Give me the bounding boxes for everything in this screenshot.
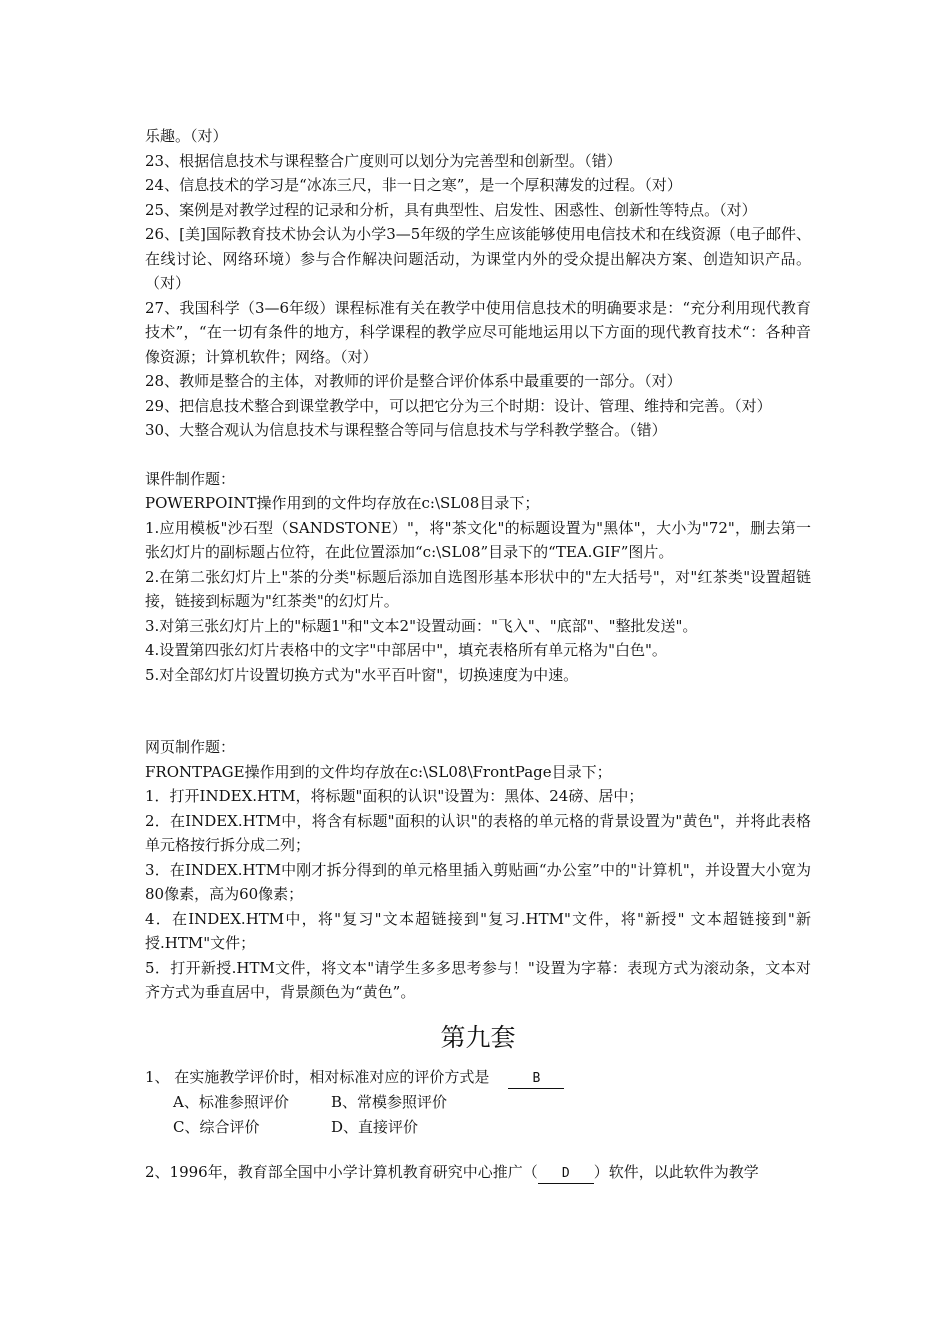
courseware-task: 3.对第三张幻灯片上的"标题1"和"文本2"设置动画："飞入"、"底部"、"整批发送"。 bbox=[145, 616, 698, 635]
webpage-task: 5．打开新授.HTM文件，将文本"请学生多多思考参与！"设置为字幕：表现方式为滚动条，文本对齐方式为垂直居中，背景颜色为“黄色”。 bbox=[145, 958, 811, 1001]
judgment-item: 28、教师是整合的主体，对教师的评价是整合评价体系中最重要的一部分。（对） bbox=[145, 372, 682, 390]
option-d: D、直接评价 bbox=[331, 1117, 419, 1136]
courseware-intro: POWERPOINT操作用到的文件均存放在c:\SL08目录下； bbox=[145, 494, 540, 512]
judgment-item: 23、根据信息技术与课程整合广度则可以划分为完善型和创新型。（错） bbox=[145, 151, 622, 170]
courseware-task: 1.应用模板"沙石型（SANDSTONE）"，将"茶文化"的标题设置为"黑体"，大小为"72"，删去第一张幻灯片的副标题占位符，在此位置添加“c:\SL08”目录下的“TEA.GIF”图片。 bbox=[145, 518, 811, 561]
judgment-list bbox=[145, 124, 811, 443]
judgment-item: 26、[美]国际教育技术协会认为小学3—5年级的学生应该能够使用电信技术和在线资源（电子邮件、在线讨论、网络环境）参与合作解决问题活动，为课堂内外的受众提出解决方案、创造知识产品。（对） bbox=[145, 225, 811, 292]
document-page bbox=[145, 124, 811, 1185]
question-2 bbox=[145, 1160, 811, 1185]
question-text: 1、 在实施教学评价时，相对标准对应的评价方式是 bbox=[145, 1067, 490, 1086]
courseware-task: 4.设置第四张幻灯片表格中的文字"中部居中"，填充表格所有单元格为"白色"。 bbox=[145, 641, 667, 659]
courseware-task: 5.对全部幻灯片设置切换方式为"水平百叶窗"，切换速度为中速。 bbox=[145, 665, 579, 684]
spacer bbox=[145, 687, 811, 735]
option-b: B、常模参照评价 bbox=[331, 1092, 448, 1111]
webpage-task: 3．在INDEX.HTM中刚才拆分得到的单元格里插入剪贴画“办公室”中的"计算机"，并设置大小宽为80像素，高为60像素； bbox=[145, 860, 811, 903]
judgment-item: 25、案例是对教学过程的记录和分析，具有典型性、启发性、困惑性、创新性等特点。（对） bbox=[145, 200, 757, 219]
question-text: 2、1996年，教育部全国中小学计算机教育研究中心推广（ bbox=[145, 1162, 538, 1181]
question-text-suffix: ）软件，以此软件为教学 bbox=[593, 1162, 759, 1181]
option-a: A、标准参照评价 bbox=[173, 1092, 289, 1111]
question-1 bbox=[145, 1065, 811, 1140]
set-title: 第九套 bbox=[440, 1022, 516, 1052]
judgment-item: 29、把信息技术整合到课堂教学中，可以把它分为三个时期：设计、管理、维持和完善。（对） bbox=[145, 396, 772, 415]
answer-blank: B bbox=[508, 1070, 564, 1089]
options-row bbox=[145, 1115, 811, 1140]
judgment-item: 30、大整合观认为信息技术与课程整合等同与信息技术与学科教学整合。（错） bbox=[145, 421, 667, 439]
webpage-section bbox=[145, 735, 811, 1005]
judgment-item: 27、我国科学（3—6年级）课程标准有关在教学中使用信息技术的明确要求是：“充分利用现代教育技术”，“在一切有条件的地方，科学课程的教学应尽可能地运用以下方面的现代教育技术“：各种音像资源；计算机软件；网络。（对） bbox=[145, 298, 811, 366]
courseware-task: 2.在第二张幻灯片上"茶的分类"标题后添加自选图形基本形状中的"左大括号"，对"红茶类"设置超链接，链接到标题为"红茶类"的幻灯片。 bbox=[145, 567, 811, 610]
judgment-item: 乐趣。（对） bbox=[145, 127, 228, 145]
webpage-task: 1．打开INDEX.HTM，将标题"面积的认识"设置为：黑体、24磅、居中； bbox=[145, 787, 644, 805]
judgment-item: 24、信息技术的学习是“冰冻三尺，非一日之寒”，是一个厚积薄发的过程。（对） bbox=[145, 176, 682, 194]
webpage-task: 2．在INDEX.HTM中，将含有标题"面积的认识"的表格的单元格的背景设置为"黄色"，并将此表格单元格按行拆分成二列； bbox=[145, 811, 811, 854]
webpage-heading: 网页制作题： bbox=[145, 738, 236, 756]
courseware-heading: 课件制作题： bbox=[145, 469, 236, 488]
courseware-section bbox=[145, 467, 811, 688]
webpage-task: 4．在INDEX.HTM中，将"复习"文本超链接到"复习.HTM"文件，将"新授" 文本超链接到"新授.HTM"文件； bbox=[145, 909, 811, 952]
spacer bbox=[145, 443, 811, 467]
options-row bbox=[145, 1090, 811, 1115]
webpage-intro: FRONTPAGE操作用到的文件均存放在c:\SL08\FrontPage目录下； bbox=[145, 762, 612, 781]
answer-blank: D bbox=[538, 1165, 594, 1184]
option-c: C、综合评价 bbox=[173, 1117, 260, 1136]
